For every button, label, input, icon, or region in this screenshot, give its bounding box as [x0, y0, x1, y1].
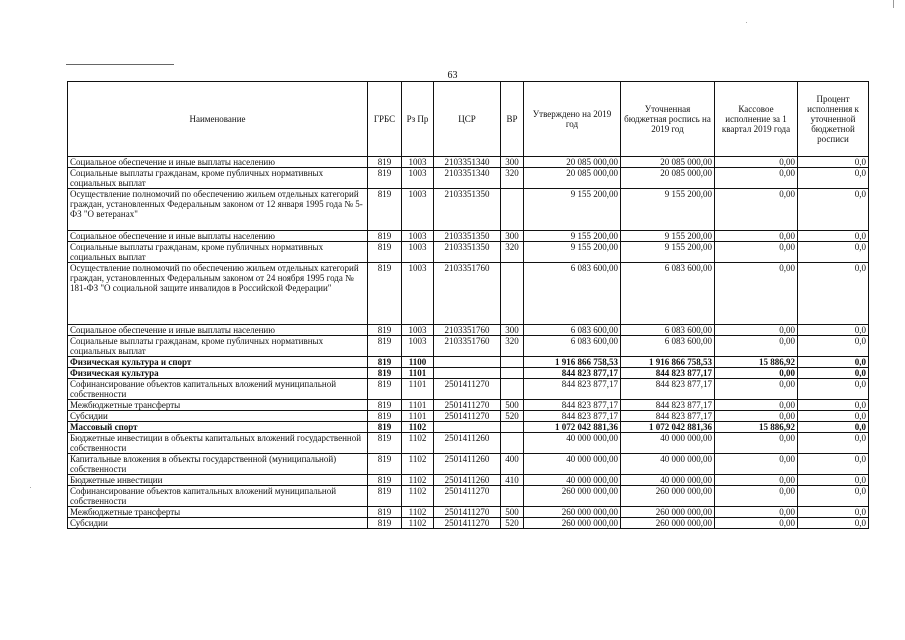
cell-cash: 0,00	[715, 475, 798, 486]
cell-name: Осуществление полномочий по обеспечению жильем отдельных категорий граждан, установленных Федеральным законом от 24 ноября 1995 года № 181-ФЗ "О социальной защите инвалидов в Российской Федерации"	[68, 263, 368, 325]
cell-name: Социальное обеспечение и иные выплаты населению	[68, 325, 368, 336]
cell-approved: 6 083 600,00	[524, 263, 621, 325]
cell-vr: 320	[501, 336, 524, 357]
header-grbs: ГРБС	[368, 82, 402, 157]
table-row	[68, 336, 869, 357]
cell-refined: 6 083 600,00	[621, 263, 715, 325]
table-row	[68, 400, 869, 411]
cell-vr: 300	[501, 325, 524, 336]
cell-vr: 320	[501, 242, 524, 263]
cell-rzpr: 1003	[402, 231, 434, 242]
cell-rzpr: 1003	[402, 157, 434, 168]
cell-rzpr: 1101	[402, 379, 434, 400]
cell-csr: 2103351350	[434, 242, 501, 263]
cell-csr: 2103351350	[434, 231, 501, 242]
cell-cash: 0,00	[715, 518, 798, 529]
cell-refined: 844 823 877,17	[621, 379, 715, 400]
cell-rzpr: 1101	[402, 368, 434, 379]
cell-grbs: 819	[368, 368, 402, 379]
cell-approved: 1 072 042 881,36	[524, 422, 621, 433]
scan-speck	[746, 22, 747, 23]
cell-refined: 40 000 000,00	[621, 454, 715, 475]
cell-vr: 500	[501, 400, 524, 411]
table-row	[68, 454, 869, 475]
cell-csr: 2103351760	[434, 325, 501, 336]
cell-name: Осуществление полномочий по обеспечению жильем отдельных категорий граждан, установленных Федеральным законом от 12 января 1995 года № 5-ФЗ "О ветеранах"	[68, 189, 368, 231]
cell-csr: 2501411260	[434, 475, 501, 486]
cell-csr	[434, 357, 501, 368]
cell-percent: 0,0	[798, 242, 869, 263]
cell-grbs: 819	[368, 475, 402, 486]
header-row	[68, 82, 869, 157]
header-cash: Кассовое исполнение за 1 квартал 2019 года	[715, 82, 798, 157]
cell-grbs: 819	[368, 454, 402, 475]
cell-name: Межбюджетные трансферты	[68, 400, 368, 411]
cell-csr: 2501411270	[434, 486, 501, 507]
cell-vr: 300	[501, 157, 524, 168]
cell-refined: 260 000 000,00	[621, 507, 715, 518]
cell-vr: 520	[501, 518, 524, 529]
table-row	[68, 168, 869, 189]
cell-percent: 0,0	[798, 357, 869, 368]
cell-vr: 410	[501, 475, 524, 486]
cell-vr: 320	[501, 168, 524, 189]
cell-refined: 844 823 877,17	[621, 411, 715, 422]
cell-cash: 0,00	[715, 325, 798, 336]
table-row	[68, 411, 869, 422]
scan-edge-mark	[893, 0, 894, 8]
cell-percent: 0,0	[798, 486, 869, 507]
cell-name: Софинансирование объектов капитальных вложений муниципальной собственности	[68, 379, 368, 400]
budget-table	[67, 81, 869, 529]
cell-rzpr: 1101	[402, 411, 434, 422]
cell-grbs: 819	[368, 422, 402, 433]
cell-approved: 844 823 877,17	[524, 368, 621, 379]
cell-name: Субсидии	[68, 411, 368, 422]
cell-approved: 40 000 000,00	[524, 454, 621, 475]
cell-percent: 0,0	[798, 379, 869, 400]
cell-rzpr: 1102	[402, 454, 434, 475]
cell-grbs: 819	[368, 189, 402, 231]
cell-cash: 0,00	[715, 231, 798, 242]
cell-csr: 2501411260	[434, 454, 501, 475]
cell-grbs: 819	[368, 486, 402, 507]
top-rule	[66, 64, 174, 65]
cell-name: Физическая культура и спорт	[68, 357, 368, 368]
cell-rzpr: 1102	[402, 486, 434, 507]
scan-speck	[30, 487, 31, 488]
cell-csr: 2501411270	[434, 379, 501, 400]
cell-refined: 20 085 000,00	[621, 168, 715, 189]
cell-csr: 2103351340	[434, 157, 501, 168]
cell-grbs: 819	[368, 231, 402, 242]
cell-rzpr: 1102	[402, 507, 434, 518]
cell-rzpr: 1003	[402, 336, 434, 357]
cell-vr: 500	[501, 507, 524, 518]
cell-approved: 20 085 000,00	[524, 157, 621, 168]
cell-vr	[501, 422, 524, 433]
table-row	[68, 263, 869, 325]
page-number: 63	[447, 70, 458, 81]
cell-rzpr: 1101	[402, 400, 434, 411]
cell-grbs: 819	[368, 400, 402, 411]
cell-grbs: 819	[368, 325, 402, 336]
cell-grbs: 819	[368, 157, 402, 168]
cell-name: Межбюджетные трансферты	[68, 507, 368, 518]
cell-name: Бюджетные инвестиции	[68, 475, 368, 486]
table-row	[68, 189, 869, 231]
cell-percent: 0,0	[798, 168, 869, 189]
cell-percent: 0,0	[798, 400, 869, 411]
cell-refined: 1 072 042 881,36	[621, 422, 715, 433]
cell-vr	[501, 357, 524, 368]
table-row	[68, 518, 869, 529]
cell-grbs: 819	[368, 507, 402, 518]
cell-percent: 0,0	[798, 325, 869, 336]
cell-csr: 2103351350	[434, 189, 501, 231]
cell-csr: 2501411270	[434, 411, 501, 422]
cell-grbs: 819	[368, 518, 402, 529]
cell-approved: 40 000 000,00	[524, 433, 621, 454]
cell-cash: 0,00	[715, 379, 798, 400]
cell-grbs: 819	[368, 263, 402, 325]
cell-cash: 0,00	[715, 263, 798, 325]
cell-vr	[501, 368, 524, 379]
cell-rzpr: 1003	[402, 325, 434, 336]
cell-name: Софинансирование объектов капитальных вложений муниципальной собственности	[68, 486, 368, 507]
cell-percent: 0,0	[798, 475, 869, 486]
cell-cash: 15 886,92	[715, 357, 798, 368]
header-refined: Уточненная бюджетная роспись на 2019 год	[621, 82, 715, 157]
cell-csr: 2103351760	[434, 336, 501, 357]
cell-refined: 844 823 877,17	[621, 400, 715, 411]
cell-csr: 2501411260	[434, 433, 501, 454]
cell-csr: 2501411270	[434, 507, 501, 518]
cell-approved: 844 823 877,17	[524, 379, 621, 400]
cell-percent: 0,0	[798, 507, 869, 518]
cell-percent: 0,0	[798, 411, 869, 422]
cell-percent: 0,0	[798, 433, 869, 454]
cell-percent: 0,0	[798, 422, 869, 433]
cell-vr: 300	[501, 231, 524, 242]
table-row	[68, 379, 869, 400]
cell-name: Капитальные вложения в объекты государственной (муниципальной) собственности	[68, 454, 368, 475]
cell-approved: 1 916 866 758,53	[524, 357, 621, 368]
cell-percent: 0,0	[798, 263, 869, 325]
cell-refined: 9 155 200,00	[621, 242, 715, 263]
header-percent: Процент исполнения к уточненной бюджетной росписи	[798, 82, 869, 157]
cell-cash: 0,00	[715, 336, 798, 357]
table-row	[68, 475, 869, 486]
cell-grbs: 819	[368, 242, 402, 263]
cell-name: Социальное обеспечение и иные выплаты населению	[68, 231, 368, 242]
cell-refined: 6 083 600,00	[621, 336, 715, 357]
cell-refined: 9 155 200,00	[621, 189, 715, 231]
cell-cash: 0,00	[715, 242, 798, 263]
cell-name: Социальные выплаты гражданам, кроме публичных нормативных социальных выплат	[68, 242, 368, 263]
table-row	[68, 325, 869, 336]
table-row	[68, 507, 869, 518]
cell-refined: 260 000 000,00	[621, 486, 715, 507]
cell-csr: 2103351760	[434, 263, 501, 325]
table-row	[68, 368, 869, 379]
cell-refined: 260 000 000,00	[621, 518, 715, 529]
header-vr: ВР	[501, 82, 524, 157]
cell-name: Социальное обеспечение и иные выплаты населению	[68, 157, 368, 168]
cell-approved: 6 083 600,00	[524, 336, 621, 357]
cell-name: Физическая культура	[68, 368, 368, 379]
cell-name: Социальные выплаты гражданам, кроме публичных нормативных социальных выплат	[68, 336, 368, 357]
table-body	[68, 157, 869, 529]
cell-name: Массовый спорт	[68, 422, 368, 433]
cell-name: Социальные выплаты гражданам, кроме публичных нормативных социальных выплат	[68, 168, 368, 189]
cell-cash: 0,00	[715, 400, 798, 411]
header-name: Наименование	[68, 82, 368, 157]
cell-approved: 9 155 200,00	[524, 242, 621, 263]
cell-approved: 40 000 000,00	[524, 475, 621, 486]
cell-cash: 0,00	[715, 454, 798, 475]
cell-csr: 2501411270	[434, 518, 501, 529]
cell-percent: 0,0	[798, 231, 869, 242]
table-row	[68, 486, 869, 507]
table-row	[68, 231, 869, 242]
cell-approved: 260 000 000,00	[524, 507, 621, 518]
cell-vr: 400	[501, 454, 524, 475]
cell-cash: 0,00	[715, 189, 798, 231]
cell-cash: 0,00	[715, 507, 798, 518]
cell-approved: 9 155 200,00	[524, 231, 621, 242]
cell-cash: 0,00	[715, 157, 798, 168]
cell-vr	[501, 189, 524, 231]
cell-rzpr: 1100	[402, 357, 434, 368]
cell-cash: 0,00	[715, 168, 798, 189]
cell-percent: 0,0	[798, 368, 869, 379]
table-row	[68, 422, 869, 433]
cell-grbs: 819	[368, 433, 402, 454]
cell-approved: 844 823 877,17	[524, 400, 621, 411]
cell-cash: 0,00	[715, 368, 798, 379]
table-row	[68, 242, 869, 263]
table-row	[68, 157, 869, 168]
cell-cash: 15 886,92	[715, 422, 798, 433]
cell-approved: 6 083 600,00	[524, 325, 621, 336]
cell-rzpr: 1003	[402, 263, 434, 325]
table-row	[68, 433, 869, 454]
cell-vr: 520	[501, 411, 524, 422]
cell-vr	[501, 433, 524, 454]
cell-percent: 0,0	[798, 157, 869, 168]
cell-vr	[501, 263, 524, 325]
cell-csr	[434, 422, 501, 433]
cell-grbs: 819	[368, 336, 402, 357]
cell-rzpr: 1102	[402, 518, 434, 529]
cell-percent: 0,0	[798, 336, 869, 357]
cell-rzpr: 1003	[402, 168, 434, 189]
cell-rzpr: 1102	[402, 433, 434, 454]
cell-grbs: 819	[368, 357, 402, 368]
cell-refined: 6 083 600,00	[621, 325, 715, 336]
cell-refined: 844 823 877,17	[621, 368, 715, 379]
cell-approved: 260 000 000,00	[524, 518, 621, 529]
cell-csr: 2103351340	[434, 168, 501, 189]
cell-refined: 40 000 000,00	[621, 433, 715, 454]
header-csr: ЦСР	[434, 82, 501, 157]
cell-vr	[501, 486, 524, 507]
table-row	[68, 357, 869, 368]
cell-cash: 0,00	[715, 486, 798, 507]
cell-csr	[434, 368, 501, 379]
cell-approved: 260 000 000,00	[524, 486, 621, 507]
cell-name: Бюджетные инвестиции в объекты капитальных вложений государственной собственности	[68, 433, 368, 454]
cell-rzpr: 1003	[402, 242, 434, 263]
cell-approved: 20 085 000,00	[524, 168, 621, 189]
cell-grbs: 819	[368, 379, 402, 400]
cell-refined: 40 000 000,00	[621, 475, 715, 486]
cell-grbs: 819	[368, 411, 402, 422]
cell-cash: 0,00	[715, 411, 798, 422]
table-header	[68, 82, 869, 157]
cell-name: Субсидии	[68, 518, 368, 529]
cell-cash: 0,00	[715, 433, 798, 454]
cell-percent: 0,0	[798, 189, 869, 231]
cell-approved: 844 823 877,17	[524, 411, 621, 422]
cell-rzpr: 1102	[402, 475, 434, 486]
cell-percent: 0,0	[798, 454, 869, 475]
cell-refined: 20 085 000,00	[621, 157, 715, 168]
cell-vr	[501, 379, 524, 400]
cell-refined: 1 916 866 758,53	[621, 357, 715, 368]
cell-rzpr: 1003	[402, 189, 434, 231]
header-approved: Утверждено на 2019 год	[524, 82, 621, 157]
cell-rzpr: 1102	[402, 422, 434, 433]
cell-grbs: 819	[368, 168, 402, 189]
cell-refined: 9 155 200,00	[621, 231, 715, 242]
cell-approved: 9 155 200,00	[524, 189, 621, 231]
header-rzpr: Рз Пр	[402, 82, 434, 157]
cell-percent: 0,0	[798, 518, 869, 529]
cell-csr: 2501411270	[434, 400, 501, 411]
